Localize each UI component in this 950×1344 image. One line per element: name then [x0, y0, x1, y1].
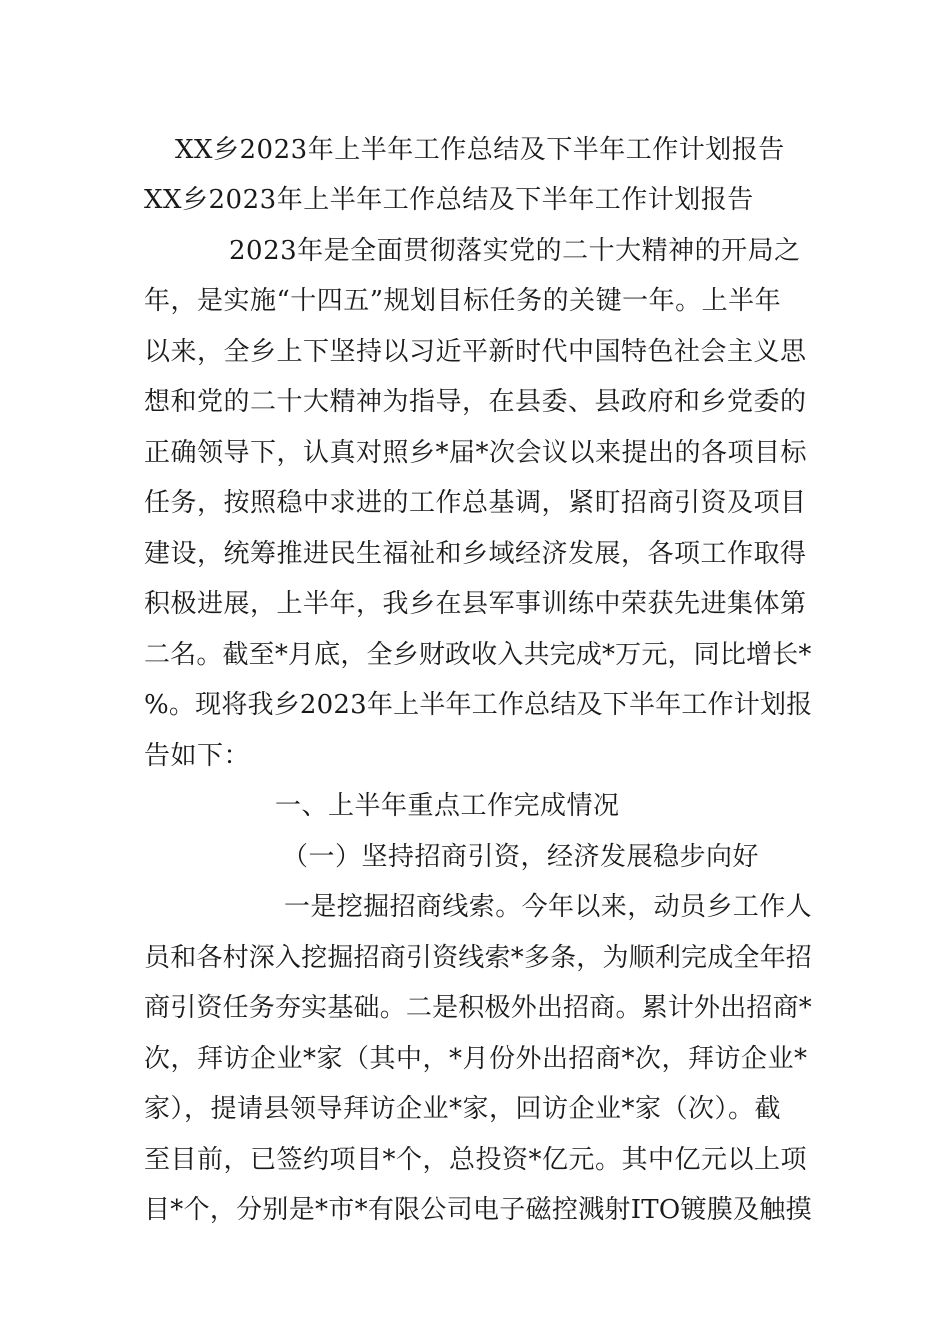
paragraph-line: 员和各村深入挖掘招商引资线索*多条，为顺利完成全年招: [144, 943, 813, 973]
section-heading: 一、上半年重点工作完成情况: [275, 791, 620, 821]
paragraph-line: 至目前，已签约项目*个，总投资*亿元。其中亿元以上项: [144, 1145, 808, 1175]
paragraph-line: 家），提请县领导拜访企业*家，回访企业*家（次）。截: [144, 1094, 782, 1124]
paragraph-line: 任务，按照稳中求进的工作总基调，紧盯招商引资及项目: [144, 488, 807, 518]
paragraph-line: 以来，全乡上下坚持以习近平新时代中国特色社会主义思: [144, 337, 807, 367]
document-title-repeat: XX乡2023年上半年工作总结及下半年工作计划报告: [144, 185, 754, 215]
paragraph-line: 二名。截至*月底，全乡财政收入共完成*万元，同比增长*: [144, 640, 812, 670]
paragraph-line: 积极进展，上半年，我乡在县军事训练中荣获先进集体第: [144, 589, 807, 619]
document-title: XX乡2023年上半年工作总结及下半年工作计划报告: [175, 135, 785, 165]
subsection-heading: （一）坚持招商引资，经济发展稳步向好: [282, 842, 760, 872]
paragraph-line: 2023年是全面贯彻落实党的二十大精神的开局之: [229, 236, 801, 266]
paragraph-line: 告如下：: [144, 741, 251, 771]
paragraph-line: %。现将我乡2023年上半年工作总结及下半年工作计划报: [144, 690, 813, 720]
paragraph-line: 目*个，分别是*市*有限公司电子磁控溅射ITO镀膜及触摸: [144, 1195, 812, 1225]
paragraph-line: 年，是实施“十四五”规划目标任务的关键一年。上半年: [144, 286, 782, 316]
paragraph-line: 正确领导下，认真对照乡*届*次会议以来提出的各项目标: [144, 438, 808, 468]
paragraph-line: 想和党的二十大精神为指导，在县委、县政府和乡党委的: [144, 387, 807, 417]
paragraph-line: 建设，统筹推进民生福祉和乡域经济发展，各项工作取得: [144, 539, 807, 569]
paragraph-line: 商引资任务夯实基础。二是积极外出招商。累计外出招商*: [144, 993, 813, 1023]
paragraph-line: 次，拜访企业*家（其中，*月份外出招商*次，拜访企业*: [144, 1044, 808, 1074]
paragraph-line: 一是挖掘招商线索。今年以来，动员乡工作人: [284, 892, 813, 922]
